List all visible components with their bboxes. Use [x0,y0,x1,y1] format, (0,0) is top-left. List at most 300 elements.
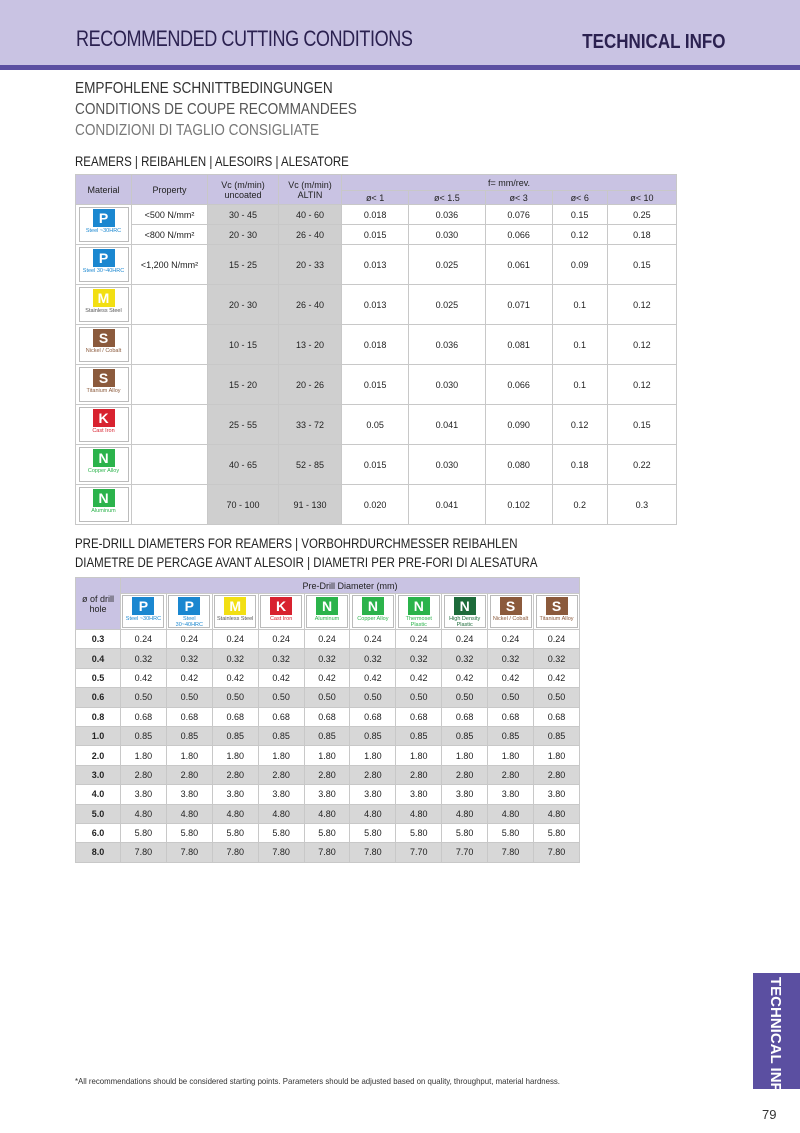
predrill-cell: 0.68 [121,707,167,726]
predrill-cell: 4.80 [534,804,580,823]
predrill-cell: 3.80 [304,785,350,804]
predrill-cell: 0.85 [166,726,212,745]
table-row [76,668,580,687]
predrill-cell: 7.80 [258,843,304,862]
predrill-cell: 0.85 [488,726,534,745]
col-vc-altin: Vc (m/min) ALTIN [279,175,342,205]
property-cell [132,485,208,525]
feed-cell: 0.2 [552,485,607,525]
predrill-cell: 0.24 [488,630,534,649]
feed-cell: 0.030 [409,445,485,485]
vc-uncoated-cell: 20 - 30 [208,285,279,325]
table-row [76,823,580,842]
predrill-cell: 2.80 [396,765,442,784]
vc-altin-cell: 91 - 130 [279,485,342,525]
feed-cell: 0.066 [485,365,552,405]
predrill-cell: 2.80 [212,765,258,784]
feed-cell: 0.12 [552,225,607,245]
feed-cell: 0.030 [409,365,485,405]
predrill-cell: 0.68 [534,707,580,726]
predrill-cell: 3.80 [488,785,534,804]
predrill-cell: 0.50 [258,688,304,707]
drill-diameter-cell: 4.0 [76,785,121,804]
predrill-cell: 0.42 [350,668,396,687]
badge-caption: Copper Alloy [357,616,389,622]
predrill-cell: 0.68 [304,707,350,726]
predrill-cell: 0.32 [304,649,350,668]
material-header [121,594,167,630]
table-row [76,245,677,285]
badge-letter: K [93,409,115,427]
predrill-cell: 0.68 [212,707,258,726]
badge-caption: Steel ~30HRC [125,616,162,622]
predrill-cell: 5.80 [212,823,258,842]
table-row [76,746,580,765]
predrill-cell: 2.80 [258,765,304,784]
property-cell [132,445,208,485]
badge-caption: Steel 30~40HRC [82,268,125,274]
property-cell: <800 N/mm² [132,225,208,245]
drill-diameter-cell: 0.5 [76,668,121,687]
section-title: TECHNICAL INFO [582,31,726,53]
predrill-cell: 5.80 [304,823,350,842]
badge-caption: Titanium Alloy [86,388,121,394]
predrill-cell: 0.50 [121,688,167,707]
predrill-cell: 0.68 [442,707,488,726]
predrill-cell: 0.32 [212,649,258,668]
feed-cell: 0.080 [485,445,552,485]
predrill-title-1: PRE-DRILL DIAMETERS FOR REAMERS | VORBOHRDURCHMESSER REIBAHLEN [75,536,518,551]
badge-letter: P [93,209,115,227]
feed-cell: 0.15 [607,405,676,445]
material-badge [168,595,210,628]
material-cell [76,245,132,285]
col-diameter: ø< 1.5 [409,191,485,205]
property-cell [132,405,208,445]
predrill-cell: 3.80 [442,785,488,804]
material-cell [76,365,132,405]
predrill-cell: 1.80 [534,746,580,765]
material-badge [214,595,256,628]
predrill-cell: 0.85 [442,726,488,745]
badge-letter: N [362,597,384,615]
predrill-cell: 3.80 [350,785,396,804]
drill-diameter-cell: 0.3 [76,630,121,649]
predrill-cell: 7.80 [166,843,212,862]
page-title: RECOMMENDED CUTTING CONDITIONS [76,26,413,51]
vc-uncoated-cell: 25 - 55 [208,405,279,445]
footnote: *All recommendations should be considered starting points. Parameters should be adjusted based on quality, throughput, material hardness. [75,1076,560,1086]
feed-cell: 0.22 [607,445,676,485]
material-header [488,594,534,630]
predrill-title-2: DIAMETRE DE PERCAGE AVANT ALESOIR | DIAMETRI PER PRE-FORI DI ALESATURA [75,555,538,570]
predrill-cell: 5.80 [396,823,442,842]
reamers-title: REAMERS | REIBAHLEN | ALESOIRS | ALESATORE [75,154,349,169]
predrill-cell: 1.80 [488,746,534,765]
badge-letter: M [224,597,246,615]
vc-uncoated-cell: 30 - 45 [208,205,279,225]
predrill-cell: 0.24 [166,630,212,649]
subtitle-it: CONDIZIONI DI TAGLIO CONSIGLIATE [75,122,320,139]
drill-diameter-cell: 8.0 [76,843,121,862]
col-predrill-diameter: Pre-Drill Diameter (mm) [121,578,580,594]
material-header [304,594,350,630]
material-badge [79,287,129,322]
feed-cell: 0.041 [409,405,485,445]
material-cell [76,285,132,325]
table-row [76,405,677,445]
predrill-cell: 0.42 [442,668,488,687]
feed-cell: 0.12 [607,285,676,325]
col-material: Material [76,175,132,205]
table-row [76,445,677,485]
vc-uncoated-cell: 15 - 25 [208,245,279,285]
feed-cell: 0.12 [552,405,607,445]
predrill-cell: 0.32 [442,649,488,668]
subtitle-de: EMPFOHLENE SCHNITTBEDINGUNGEN [75,80,333,97]
feed-cell: 0.025 [409,285,485,325]
vc-uncoated-cell: 10 - 15 [208,325,279,365]
predrill-cell: 0.85 [258,726,304,745]
predrill-cell: 5.80 [258,823,304,842]
predrill-cell: 0.24 [304,630,350,649]
material-cell [76,445,132,485]
drill-diameter-cell: 6.0 [76,823,121,842]
table-row [76,707,580,726]
feed-cell: 0.018 [342,325,409,365]
feed-cell: 0.015 [342,365,409,405]
badge-letter: S [500,597,522,615]
drill-diameter-cell: 1.0 [76,726,121,745]
col-diameter: ø< 10 [607,191,676,205]
predrill-cell: 3.80 [212,785,258,804]
table-row [76,843,580,862]
col-diameter: ø< 6 [552,191,607,205]
table-row [76,205,677,225]
badge-caption: Stainless Steel [85,308,122,314]
col-diameter: ø< 3 [485,191,552,205]
predrill-cell: 0.68 [488,707,534,726]
table-row [76,285,677,325]
predrill-cell: 2.80 [442,765,488,784]
table-row [76,765,580,784]
badge-letter: P [93,249,115,267]
material-cell [76,205,132,245]
predrill-cell: 0.42 [488,668,534,687]
badge-letter: K [270,597,292,615]
predrill-cell: 7.80 [534,843,580,862]
predrill-cell: 1.80 [212,746,258,765]
predrill-cell: 0.85 [534,726,580,745]
predrill-cell: 3.80 [534,785,580,804]
vc-altin-cell: 33 - 72 [279,405,342,445]
predrill-cell: 0.32 [121,649,167,668]
vc-altin-cell: 52 - 85 [279,445,342,485]
property-cell [132,285,208,325]
feed-cell: 0.1 [552,365,607,405]
feed-cell: 0.09 [552,245,607,285]
predrill-cell: 0.50 [304,688,350,707]
material-badge [306,595,348,628]
vc-uncoated-cell: 70 - 100 [208,485,279,525]
reamers-table [75,174,677,525]
vc-altin-cell: 26 - 40 [279,285,342,325]
badge-caption: Thermoset Plastic [405,616,432,628]
vc-altin-cell: 40 - 60 [279,205,342,225]
subtitle-fr: CONDITIONS DE COUPE RECOMMANDEES [75,101,357,118]
predrill-cell: 0.42 [212,668,258,687]
predrill-cell: 4.80 [442,804,488,823]
predrill-cell: 2.80 [350,765,396,784]
property-cell [132,325,208,365]
feed-cell: 0.12 [607,365,676,405]
feed-cell: 0.036 [409,325,485,365]
predrill-cell: 0.85 [304,726,350,745]
material-cell [76,405,132,445]
drill-diameter-cell: 0.6 [76,688,121,707]
feed-cell: 0.15 [552,205,607,225]
table-row [76,785,580,804]
feed-cell: 0.015 [342,225,409,245]
feed-cell: 0.18 [607,225,676,245]
predrill-cell: 7.80 [488,843,534,862]
material-badge [79,487,129,522]
material-badge [79,247,129,282]
badge-letter: P [132,597,154,615]
feed-cell: 0.015 [342,445,409,485]
predrill-cell: 0.24 [212,630,258,649]
predrill-cell: 4.80 [304,804,350,823]
feed-cell: 0.025 [409,245,485,285]
table-row [76,688,580,707]
vc-uncoated-cell: 20 - 30 [208,225,279,245]
table-row [76,649,580,668]
badge-caption: High Density Plastic [449,616,481,628]
predrill-cell: 0.32 [166,649,212,668]
vc-altin-cell: 13 - 20 [279,325,342,365]
predrill-cell: 0.24 [258,630,304,649]
side-tab[interactable] [753,973,800,1104]
material-cell [76,325,132,365]
predrill-cell: 0.50 [534,688,580,707]
material-badge [122,595,164,628]
predrill-cell: 5.80 [350,823,396,842]
predrill-cell: 4.80 [350,804,396,823]
predrill-cell: 0.42 [534,668,580,687]
material-badge [79,367,129,402]
badge-caption: Aluminum [91,508,116,514]
predrill-cell: 0.85 [396,726,442,745]
feed-cell: 0.1 [552,285,607,325]
predrill-cell: 1.80 [396,746,442,765]
badge-letter: N [93,449,115,467]
badge-caption: Cast Iron [92,428,115,434]
predrill-cell: 3.80 [166,785,212,804]
predrill-cell: 0.32 [258,649,304,668]
feed-cell: 0.020 [342,485,409,525]
material-header [212,594,258,630]
predrill-cell: 7.80 [121,843,167,862]
feed-cell: 0.090 [485,405,552,445]
predrill-cell: 4.80 [212,804,258,823]
predrill-cell: 0.68 [396,707,442,726]
predrill-cell: 1.80 [350,746,396,765]
badge-letter: S [93,329,115,347]
predrill-cell: 5.80 [534,823,580,842]
material-badge [444,595,486,628]
predrill-cell: 0.24 [121,630,167,649]
predrill-cell: 1.80 [258,746,304,765]
table-row [76,726,580,745]
predrill-cell: 0.50 [488,688,534,707]
predrill-cell: 0.85 [212,726,258,745]
predrill-cell: 0.24 [442,630,488,649]
feed-cell: 0.1 [552,325,607,365]
property-cell: <500 N/mm² [132,205,208,225]
table-row [76,485,677,525]
predrill-cell: 5.80 [488,823,534,842]
predrill-cell: 4.80 [258,804,304,823]
vc-altin-cell: 20 - 26 [279,365,342,405]
badge-caption: Steel 30~40HRC [175,616,204,628]
feed-cell: 0.12 [607,325,676,365]
vc-altin-cell: 26 - 40 [279,225,342,245]
side-tab-label: TECHNICAL INFO [767,977,784,1104]
predrill-cell: 0.50 [350,688,396,707]
badge-letter: S [93,369,115,387]
predrill-cell: 7.80 [212,843,258,862]
predrill-cell: 7.80 [350,843,396,862]
table-row [76,630,580,649]
predrill-cell: 4.80 [166,804,212,823]
predrill-cell: 7.70 [442,843,488,862]
predrill-cell: 2.80 [121,765,167,784]
predrill-cell: 0.50 [212,688,258,707]
feed-cell: 0.18 [552,445,607,485]
table-row [76,325,677,365]
badge-letter: N [408,597,430,615]
predrill-cell: 0.32 [488,649,534,668]
predrill-cell: 0.32 [534,649,580,668]
predrill-cell: 0.42 [166,668,212,687]
predrill-cell: 0.32 [350,649,396,668]
predrill-cell: 5.80 [121,823,167,842]
predrill-cell: 0.32 [396,649,442,668]
feed-cell: 0.081 [485,325,552,365]
predrill-cell: 0.68 [258,707,304,726]
feed-cell: 0.3 [607,485,676,525]
drill-diameter-cell: 3.0 [76,765,121,784]
predrill-cell: 0.68 [166,707,212,726]
predrill-cell: 7.80 [304,843,350,862]
predrill-cell: 7.70 [396,843,442,862]
material-badge [260,595,302,628]
predrill-table [75,577,580,863]
drill-diameter-cell: 5.0 [76,804,121,823]
badge-caption: Aluminum [314,616,340,622]
material-badge [536,595,578,628]
feed-cell: 0.066 [485,225,552,245]
badge-letter: P [178,597,200,615]
material-badge [79,207,129,242]
predrill-cell: 4.80 [488,804,534,823]
badge-letter: N [454,597,476,615]
material-header [258,594,304,630]
feed-cell: 0.102 [485,485,552,525]
material-cell [76,485,132,525]
predrill-cell: 0.42 [121,668,167,687]
feed-cell: 0.013 [342,285,409,325]
predrill-cell: 4.80 [396,804,442,823]
table-row [76,804,580,823]
badge-caption: Stainless Steel [217,616,254,622]
material-badge [398,595,440,628]
predrill-cell: 0.24 [534,630,580,649]
material-header [396,594,442,630]
feed-cell: 0.076 [485,205,552,225]
feed-cell: 0.071 [485,285,552,325]
predrill-cell: 1.80 [121,746,167,765]
predrill-cell: 2.80 [304,765,350,784]
badge-caption: Steel ~30HRC [85,228,122,234]
feed-cell: 0.030 [409,225,485,245]
badge-caption: Nickel / Cobalt [85,348,122,354]
drill-diameter-cell: 0.4 [76,649,121,668]
drill-diameter-cell: 0.8 [76,707,121,726]
col-feed: f= mm/rev. [342,175,677,191]
col-drill-hole: ø of drill hole [76,578,121,630]
predrill-cell: 0.50 [396,688,442,707]
material-header [442,594,488,630]
feed-cell: 0.05 [342,405,409,445]
material-badge [352,595,394,628]
predrill-cell: 0.24 [396,630,442,649]
badge-letter: S [546,597,568,615]
vc-uncoated-cell: 15 - 20 [208,365,279,405]
feed-cell: 0.041 [409,485,485,525]
header-rule [0,65,800,70]
predrill-cell: 1.80 [304,746,350,765]
material-header [350,594,396,630]
badge-letter: N [93,489,115,507]
predrill-cell: 0.50 [442,688,488,707]
badge-caption: Copper Alloy [87,468,120,474]
predrill-cell: 5.80 [442,823,488,842]
predrill-cell: 0.24 [350,630,396,649]
predrill-cell: 2.80 [488,765,534,784]
predrill-cell: 3.80 [396,785,442,804]
predrill-cell: 0.50 [166,688,212,707]
badge-letter: M [93,289,115,307]
predrill-cell: 0.42 [304,668,350,687]
material-header [534,594,580,630]
feed-cell: 0.15 [607,245,676,285]
predrill-cell: 0.42 [258,668,304,687]
feed-cell: 0.013 [342,245,409,285]
predrill-cell: 1.80 [166,746,212,765]
predrill-cell: 3.80 [121,785,167,804]
vc-uncoated-cell: 40 - 65 [208,445,279,485]
predrill-cell: 0.68 [350,707,396,726]
feed-cell: 0.018 [342,205,409,225]
predrill-cell: 4.80 [121,804,167,823]
table-row [76,225,677,245]
badge-letter: N [316,597,338,615]
feed-cell: 0.036 [409,205,485,225]
material-header [166,594,212,630]
page-number: 79 [762,1107,777,1122]
material-badge [79,447,129,482]
